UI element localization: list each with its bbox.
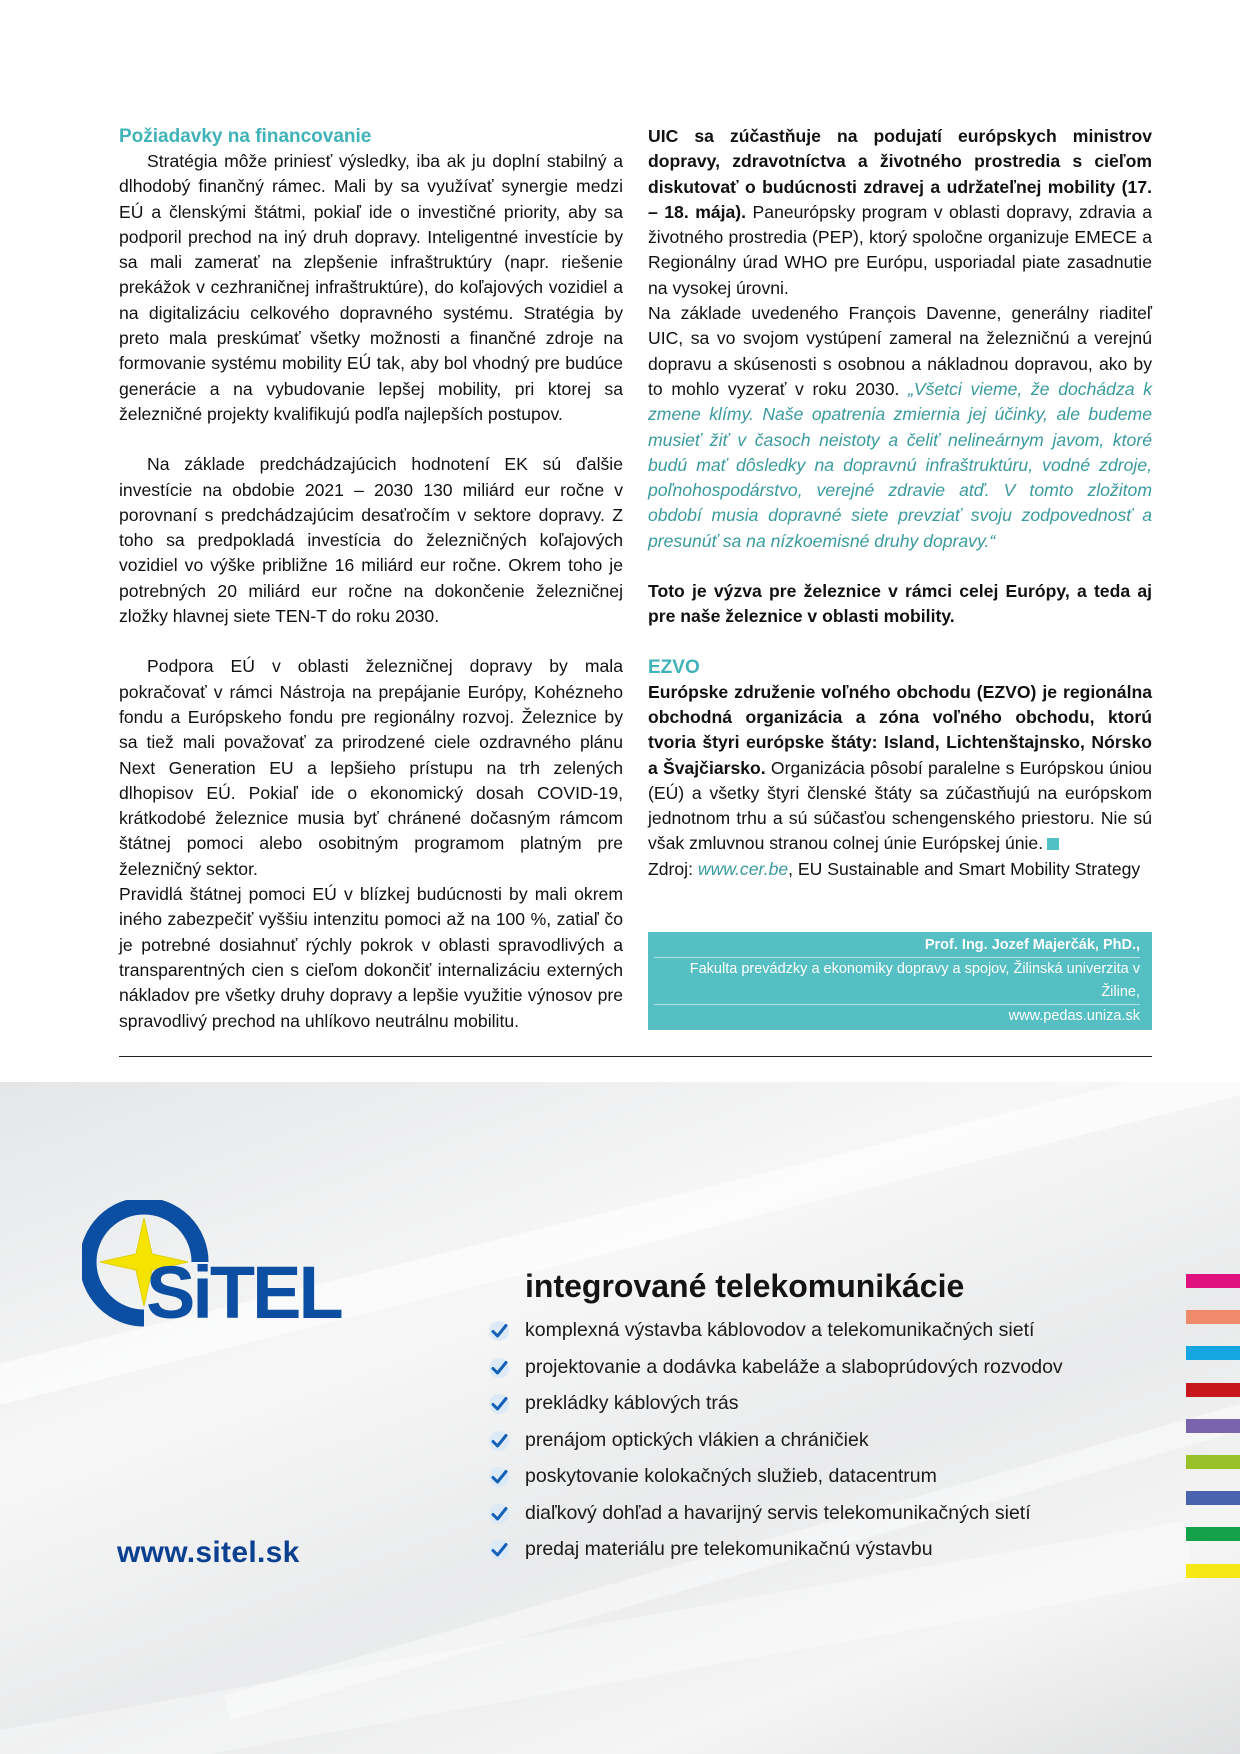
service-item bbox=[488, 1538, 1063, 1575]
sitel-logo bbox=[82, 1200, 342, 1330]
service-item bbox=[488, 1502, 1063, 1539]
source-label: Zdroj: bbox=[648, 858, 698, 879]
paragraph: Stratégia môže priniesť výsledky, iba ak ju doplní stabilný a dlhodobý finančný rámec. Mali by sa využívať synergie medzi EÚ a členskými štátmi, pokiaľ ide o investičné priority, aby sa podporil prechod na iný druh dopravy. Inteligentné investície by sa mali zamerať na zlepšenie infraštruktúry (napr. riešenie prekážok v cezhraničnej infraštruktúre), do koľajových vozidiel a na digitalizáciu celkového dopravného systému. Stratégia by preto mala preskúmať všetky možnosti a finančné zdroje na formovanie systému mobility EÚ tak, aby bol vhodný pre budúce generácie a na vybudovanie lepšej mobility, pri ktorej sa železničné projekty kvalifikujú podľa najlepších postupov. bbox=[119, 151, 623, 424]
author-name: Prof. Ing. Jozef Majerčák, PhD., bbox=[654, 934, 1140, 958]
divider bbox=[119, 1056, 1152, 1057]
check-icon bbox=[488, 1503, 510, 1525]
end-mark-icon bbox=[1047, 838, 1059, 850]
author-web-link[interactable]: www.pedas.uniza.sk bbox=[1008, 1008, 1140, 1024]
color-swatch bbox=[1186, 1491, 1240, 1505]
service-item-label: predaj materiálu pre telekomunikačnú výstavbu bbox=[525, 1538, 933, 1560]
ad-title: integrované telekomunikácie bbox=[525, 1268, 965, 1304]
color-swatch bbox=[1186, 1564, 1240, 1578]
paragraph bbox=[648, 301, 1152, 554]
color-swatch bbox=[1186, 1274, 1240, 1288]
service-item bbox=[488, 1392, 1063, 1429]
service-item-label: prekládky káblových trás bbox=[525, 1392, 739, 1414]
check-icon bbox=[488, 1393, 510, 1415]
author-affiliation: Fakulta prevádzky a ekonomiky dopravy a spojov, Žilinská univerzita v Žiline, bbox=[654, 958, 1140, 1005]
color-swatch bbox=[1186, 1346, 1240, 1360]
paragraph-text: Na základe uvedeného François Davenne, generálny riaditeľ UIC, sa vo svojom vystúpení zameral na železničnú a verejnú dopravu a skúsenosti s osobnou a nákladnou dopravou, ako by to mohlo vyzerať v roku 2030. bbox=[648, 303, 1152, 399]
paragraph: Pravidlá štátnej pomoci EÚ v blízkej budúcnosti by mali okrem iného zabezpečiť vyššiu intenzitu pomoci až na 100 %, zatiaľ čo je potrebné dosiahnuť rýchly pokrok v oblasti spravodlivých a transparentných cien s cieľom dokončiť internalizáciu externých nákladov pre všetky druhy dopravy a lepšie využitie výnosov pre spravodlivý prechod na uhlíkovo neutrálnu mobilitu. bbox=[119, 884, 623, 1031]
logo-wordmark: SiTEL bbox=[146, 1251, 341, 1330]
paragraph bbox=[648, 680, 1152, 857]
quote: „Všetci vieme, že dochádza k zmene klímy. Naše opatrenia zmiernia jej účinky, ale budeme musieť žiť v časoch neistoty a čeliť nelineárnym javom, ktoré budú mať dôsledky na dopravnú infraštruktúru, vodné zdroje, poľnohospodárstvo, verejné zdravie atď. V tomto zložitom období musia dopravné siete prevziať svoju zodpovednosť a presunúť sa na nízkoemisné druhy dopravy.“ bbox=[648, 378, 1152, 551]
service-item-label: prenájom optických vlákien a chráničiek bbox=[525, 1428, 869, 1451]
check-icon bbox=[488, 1430, 510, 1452]
paragraph: Na základe predchádzajúcich hodnotení EK sú ďalšie investície na obdobie 2021 – 2030 130 miliárd eur ročne v porovnaní s predchádzajúcim desaťročím v sektore dopravy. Z toho sa predpokladá investícia do železničných koľajových vozidiel vo výške približne 16 miliárd eur ročne. Okrem toho je potrebných 20 miliárd eur ročne na dokončenie železničnej zložky hlavnej siete TEN-T do roku 2030. bbox=[119, 454, 623, 627]
paragraph bbox=[648, 124, 1152, 301]
author-box bbox=[648, 932, 1152, 1030]
check-icon bbox=[488, 1357, 510, 1379]
paragraph-text: Organizácia pôsobí paralelne s Európskou úniou (EÚ) a všetky štyri členské štáty sa zúčastňujú na európskom jednotnom trhu a sú súčasťou schengenského priestoru. Nie sú však zmluvnou stranou colnej únie Európskej únie. bbox=[648, 757, 1153, 854]
service-item bbox=[488, 1319, 1063, 1356]
left-column bbox=[119, 124, 623, 1034]
right-column bbox=[648, 124, 1152, 882]
service-item bbox=[488, 1356, 1063, 1393]
paragraph-text: Paneurópsky program v oblasti dopravy, zdravia a životného prostredia (PEP), ktorý spoločne organizuje EMECE a Regionálny úrad WHO pre Európu, usporiadal piate zasadnutie na vysokej úrovni. bbox=[648, 201, 1152, 298]
check-icon bbox=[488, 1466, 510, 1488]
service-item-label: projektovanie a dodávka kabeláže a slaboprúdových rozvodov bbox=[525, 1355, 1063, 1378]
color-swatch bbox=[1186, 1310, 1240, 1324]
source-text: , EU Sustainable and Smart Mobility Strategy bbox=[788, 858, 1141, 879]
bold-lead: UIC sa zúčastňuje na podujatí európskych ministrov dopravy, zdravotníctva a životného prostredia s cieľom diskutovať o budúcnosti zdravej a udržateľnej mobility (17. – 18. mája). bbox=[648, 126, 1152, 222]
service-item-label: komplexná výstavba káblovodov a telekomunikačných sietí bbox=[525, 1319, 1035, 1341]
bold-lead: Európske združenie voľného obchodu (EZVO) je regionálna obchodná organizácia a zóna voľného obchodu, ktorú tvoria štyri európske štáty: Island, Lichtenštajnsko, Nórsko a Švajčiarsko. bbox=[648, 681, 1152, 778]
service-item-label: diaľkový dohľad a havarijný servis telekomunikačných sietí bbox=[525, 1501, 1031, 1524]
sitel-advertisement bbox=[0, 1082, 1240, 1754]
service-item bbox=[488, 1429, 1063, 1466]
paragraph-bold: Toto je výzva pre železnice v rámci celej Európy, a teda aj pre naše železnice v oblasti mobility. bbox=[648, 581, 1152, 627]
source-line bbox=[648, 857, 1152, 882]
paragraph: Podpora EÚ v oblasti železničnej dopravy by mala pokračovať v rámci Nástroja na prepájanie Európy, Kohézneho fondu a Európskeho fondu pre regionálny rozvoj. Železnice by sa tiež mali považovať za prirodzené ciele ozdravného plánu Next Generation EU a lepšieho prístupu na trh zelených dlhopisov EÚ. Pokiaľ ide o ekonomický dosah COVID-19, krátkodobé železnice musia byť chránené dočasným rámcom štátnej pomoci alebo osobitným programom platným pre železničný sektor. bbox=[119, 656, 623, 879]
check-icon bbox=[488, 1539, 510, 1561]
color-swatch bbox=[1186, 1455, 1240, 1469]
service-list bbox=[488, 1319, 1063, 1575]
section-heading-ezvo: EZVO bbox=[648, 656, 700, 678]
color-swatch bbox=[1186, 1383, 1240, 1397]
color-swatch bbox=[1186, 1527, 1240, 1541]
service-item bbox=[488, 1465, 1063, 1502]
check-icon bbox=[488, 1320, 510, 1342]
color-swatch bbox=[1186, 1419, 1240, 1433]
ad-url-link[interactable]: www.sitel.sk bbox=[117, 1536, 300, 1569]
service-item-label: poskytovanie kolokačných služieb, datacentrum bbox=[525, 1465, 937, 1487]
source-link[interactable]: www.cer.be bbox=[697, 858, 789, 879]
section-heading-financing: Požiadavky na financovanie bbox=[119, 126, 372, 147]
